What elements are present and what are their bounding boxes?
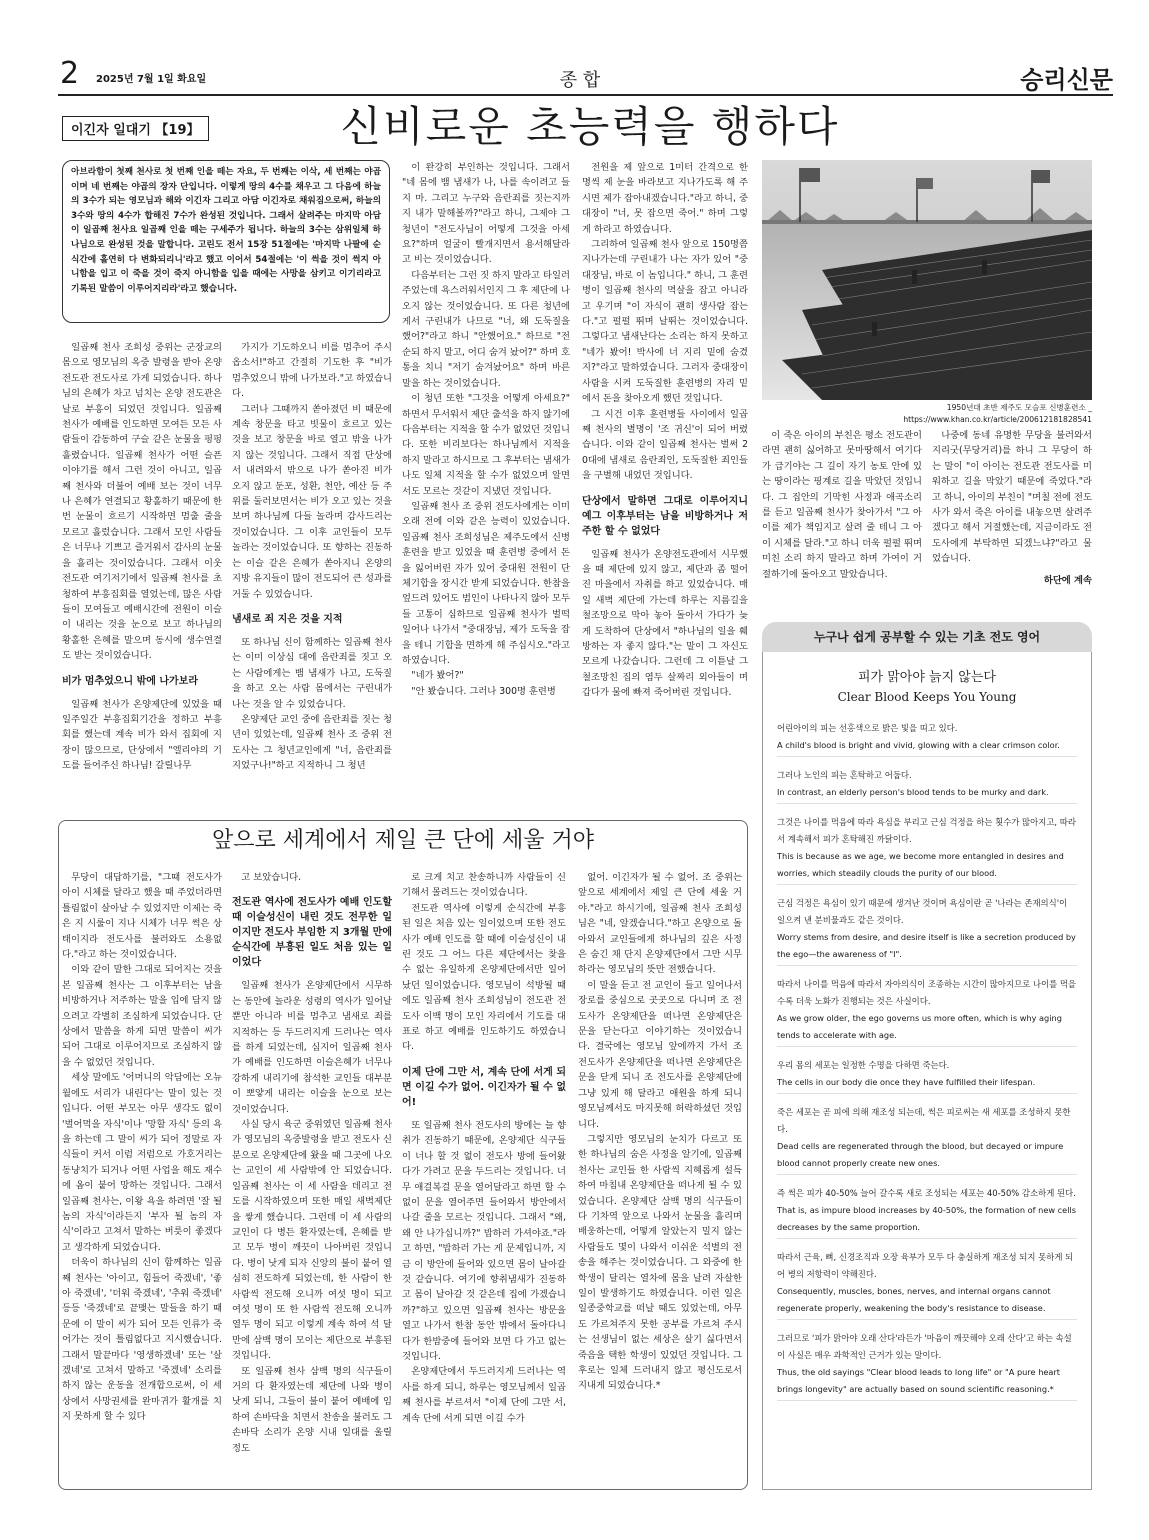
english-item-korean: 죽은 세포는 곧 피에 의해 재조성 되는데, 썩은 피로써는 새 세포를 조성하지 못한다. — [777, 1107, 1071, 1134]
newspaper-brand: 승리신문 — [1020, 66, 1113, 94]
photo-caption: 1950년대 초반 제주도 모슬포 신병훈련소 _ https://www.khan.co.kr/article/200612181828541 — [903, 403, 1092, 424]
paragraph: 무당이 대답하기를, "그때 전도사가 아이 시체를 달라고 했을 때 주었더라면 틀림없이 살아날 수 있었지만 이제는 죽은 지 시룰이 지나 시체가 너무 썩은 상태이지라 전도사를 불러와도 소용없다."라고 하는 것이었습니다. — [62, 872, 222, 961]
english-box — [762, 652, 1092, 1490]
paragraph: 더욱이 하나님의 신이 함께하는 일곱째 천사는 '아이고, 힘들어 죽겠네', '좋아 죽겠네', '더워 죽겠네', '추워 죽겠네' 등등 '죽겠네'로 끝맺는 말들을 하기 때문에 이 말이 씨가 되어 모든 인류가 죽어가는 것이 틀림없다고 지시했습니다. 그래서 말끝마다 '영생하겠네' 또는 '살겠네'로 고쳐서 말하고 '죽겠네' 소리를 하지 않는 운동을 전개합으로써, 이 세상에서 사망권세를 완마귀가 활개를 치지 못하게 할 수 있다 — [62, 1257, 222, 1423]
english-item-korean: 따라서 나이를 먹음에 따라서 자아의식이 조종하는 시간이 많아지므로 나이를 먹을수록 더욱 노화가 진행되는 것은 사실이다. — [777, 979, 1077, 1006]
subheading: 냄새로 죄 지은 것을 지적 — [232, 613, 343, 625]
paragraph: 또 일곱째 천사 삼백 명의 식구들이 거의 다 환자였는데 제단에 나와 병이 낫게 되니, 그들이 불이 붙어 예배에 임하여 손바닥을 치면서 찬송을 불러도 그 손바닥 소리가 온양 시내 일대를 울릴 정도 — [232, 1365, 392, 1454]
article2-headline: 앞으로 세계에서 제일 큰 단에 세울 거야 — [212, 828, 594, 853]
paragraph: 일곱째 천사가 온양제단에서 시무하는 동안에 놀라운 성령의 역사가 일어날 뿐만 아니라 비를 멈추고 냄새로 죄를 지적하는 등 두드러지게 드러나는 역사를 하게 되었는데, 심지어 일곱째 천사가 예배를 인도하면 이슬은혜가 너무나 강하게 내리기에 참석한 교인들 대부분이 뽀얗게 내리는 이슬을 눈으로 보는 것이었습니다. — [232, 980, 392, 1115]
intro-box — [62, 160, 390, 323]
paragraph: 일곱째 천사 조희성 중위는 군장교의 몸으로 영모님의 옥중 발령을 받아 온양 전도관 전도사로 가게 되었습니다. 하나님의 은혜가 차고 넘치는 온양 전도관은 날로 부흥이 되었던 것입니다. 일곱째 천사가 예배를 인도하면 모여든 모든 사람들이 감동하여 구슬 같은 눈물을 펑펑 흘렸습니다. 일곱째 천사가 어떤 슬픈 이야기를 해서 그런 것이 아니고, 일곱째 천사와 더불어 예배 보는 것이 너무나 은혜가 연결되고 황홀하기 때문에 한번 눈물이 흐르기 시작하면 멈출 줄을 모르고 흘렀습니다. 그래서 모인 사람들은 너무나 기쁘고 즐거워서 감사의 눈물을 흘리는 것이었습니다. 그래서 이웃 전도관 여기저기에서 일곱째 천사를 초청하여 부흥집회를 열었는데, 많은 사람들이 모여들고 예배시간에 전원이 이슬이 내리는 것을 눈으로 보고 하나님의 황홀한 은혜를 말으며 동시에 생수연결도 받는 것이었습니다. — [62, 342, 222, 662]
paragraph: 또 일곱째 천사 전도사의 방에는 늘 향취가 진동하기 때문에, 온양제단 식구들이 너나 할 것 없이 전도사 방에 들어왔다가 가려고 문을 두드리는 것입니다. 너무 애걸복걸 문을 열어달라고 하면 할 수 없이 문을 열어주면 들어와서 방안에서 나갈 줄을 모르는 것입니다. 그래서 "왜, 왜 안 나가십니까?" 밥하러 가셔야죠."라고 하면, "밥하러 가는 게 문제입니까, 지금 이 방안에 들어와 있으면 몸이 날아갈 것 같습니다. 여기에 향취냄새가 진동하고 몸이 날아갈 것 같은데 집에 가겠습니까?"하고 있으면 일곱째 천사는 방문을 열고 나가서 한참 동안 밖에서 돌아다니다가 한밤중에 들어와 보면 다 가고 없는 것입니다. — [402, 1119, 566, 1362]
english-item-english: Consequently, muscles, bones, nerves, and internal organs cannot regenerate properly, weakening the body's resistance to disease. — [777, 1286, 1051, 1313]
english-item — [777, 767, 1077, 804]
english-item — [777, 1057, 1077, 1094]
english-item-korean: 따라서 근육, 뼈, 신경조직과 오장 육부가 모두 다 충실하게 재조성 되지 못하게 되어 병의 저항력이 약해진다. — [777, 1252, 1074, 1279]
paragraph: 세상 말에도 '어머니의 악담에는 오뉴월에도 서리가 내린다'는 말이 있는 것입니다. 어떤 부모는 아무 생각도 없이 '벌어먹을 자식'이나 '망할 자식' 등의 욕을 하는데 그 말이 씨가 되어 정말로 자식들이 커서 이럼 저럼으로 가호거리는 동냥치가 되거나 어떤 사업을 해도 재수에 옴이 붙어 망하는 것입니다. 그래서 일곱째 천사는, 이왕 욕을 하려면 '잘 될 놈의 자식'이라든지 '부자 될 놈의 자식'이라고 고쳐서 말하는 버릇이 좋겠다고 생각하게 되었습니다. — [62, 1072, 222, 1253]
series-label: 이긴자 일대기 【19】 — [62, 116, 209, 141]
english-box-header-text: 누구나 쉽게 공부할 수 있는 기초 전도 영어 — [813, 630, 1041, 644]
paragraph: 그렇지만 영모님의 눈치가 다르고 또한 하나님의 숨은 사정을 알기에, 일곱째 천사는 교인들 한 사람씩 지혜롭게 설득하여 마침내 온양제단을 떠나게 될 수 있었습니다. 온양제단 삼백 명의 식구들이 다 기차역 앞으로 나와서 눈물을 흘리며 배웅하는데, 어떻게 알았는지 밀지 않는 사람들도 몇이 나와서 이쉬운 석별의 전송을 해주는 것이었습니다. 그 와중에 한 학생이 달리는 열차에 몸을 날려 자살한 일이 발생하기도 하였습니다. 이런 일은 일종중학교를 떠날 때도 있었는데, 아무도 가르쳐주지 못한 공부를 가르쳐 주시는 선생님이 없는 세상은 살기 싫다면서 죽음을 택한 학생이 있었던 것입니다. 그 후로는 일체 드러내지 않고 평신도로서 지내게 되었습니다.* — [578, 1133, 742, 1392]
article2-col4 — [578, 870, 742, 1482]
paragraph: 그리하여 일곱째 천사 앞으로 150명쯤 지나가는데 구린내가 나는 자가 있어 "중대장님, 바로 이 놈입니다." 하니, 그 훈련병이 일곱째 천사의 멱살을 잡고 아니라고 우기며 "이 자식이 괜히 생사람 잡는다."고 펄펄 뛰며 날뛰는 것이었습니다. 그렇다고 냄새난다는 소리는 하지 못하고 "네가 봤어! 박사에 너 지리 밑에 숨겼지?"라고 말하였습니다. 그러자 중대장이 사람을 시켜 도둑질한 훈련병의 자리 밑에서 돈을 찾아오게 했던 것입니다. — [582, 239, 748, 405]
subheading: 이제 단에 그만 서, 계속 단에 서게 되면 이길 수가 없어. 이긴자가 될 수 없어! — [402, 1066, 566, 1108]
english-item-english: Dead cells are regenerated through the blood, but decayed or impure blood cannot properly create new ones. — [777, 1141, 1064, 1168]
paragraph: 그 시건 이후 훈련병들 사이에서 일곱째 천사의 별명이 '조 귀신'이 되어 버렸습니다. 이와 같이 일곱째 천사는 벌써 20대에 냄새로 음란죄인, 도둑질한 죄인들을 구별해 내었던 것입니다. — [582, 408, 748, 482]
english-item — [777, 1330, 1077, 1401]
english-item-korean: 우리 몸의 세포는 일정한 수명을 다하면 죽는다. — [777, 1060, 950, 1070]
training-camp-image — [762, 160, 1092, 400]
english-item-english: As we grow older, the ego governs us more often, which is why aging tends to accelerate with age. — [777, 1013, 1062, 1040]
english-item-english: Worry stems from desire, and desire itself is like a secretion produced by the ego—the awareness of "I". — [777, 932, 1076, 959]
header-rule — [58, 94, 1113, 96]
paragraph: 일곱째 천사가 온양전도관에서 시무했을 때 제단에 있지 않고, 제단과 좀 떨어진 마을에서 자취를 하고 있었습니다. 매일 새벽 제단에 가는데 하루는 지름길을 철조망으로 막아 놓아 돌아서 가다가 늦게 도착하여 단상에서 "하나님의 일을 훼방하는 자 좋지 않다."는 말이 그 자신도 모르게 나갔습니다. 그런데 그 이튿날 그 철조망친 집의 염두 살짜리 외아들이 며 갑다가 물에 빠져 죽어버린 것입니다. — [582, 548, 748, 699]
english-item-english: That is, as impure blood increases by 40-50%, the formation of new cells decreases by the same proportion. — [777, 1205, 1077, 1232]
paragraph: 이와 같이 말한 그대로 되어지는 것을 본 일곱째 천사는 그 이후부터는 남을 비방하거나 저주하는 말을 입에 담지 않으려고 각별히 조심하게 되었습니다. 단상에서 말씀을 하게 되면 말씀이 씨가 되어 그대로 이루어지므로 조심하지 않을 수 없었던 것입니다. — [62, 964, 222, 1068]
english-item — [777, 895, 1077, 966]
english-item-list — [777, 720, 1077, 1401]
continued-note: 하단에 계속 — [1043, 574, 1092, 586]
paragraph: 이 청년 또한 "그것을 어떻게 아세요?" 하면서 무서워서 제단 출석을 하지 않기에 다음부터는 지적을 할 수가 없었던 것입니다. 또한 비리보다는 하나님께서 지적을 하지 말라고 하시므로 그 후부터는 냄새가 나도 일체 지적을 할 수가 없었으며 알면서도 모르는 것같이 지냈던 것입니다. — [402, 393, 570, 497]
paragraph: 없어. 이긴자가 될 수 없어. 조 중위는 앞으로 세계에서 제일 큰 단에 세울 거야."라고 하시기에, 일곱째 천사 조희성님은 "네, 알겠습니다."하고 온양으로 돌아와서 교인들에게 하나님의 깊은 사정은 숨긴 채 단지 온양제단에서 그만 시무하라는 영모님의 뜻만 전했습니다. — [578, 872, 742, 976]
english-item — [777, 1104, 1077, 1175]
subheading: 단상에서 말하면 그대로 이루어지니 예그 이후부터는 남을 비방하거나 저주한 할 수 없었다 — [582, 495, 748, 537]
english-item — [777, 720, 1077, 757]
english-item-english: The cells in our body die once they have fulfilled their lifespan. — [777, 1077, 1036, 1087]
english-item-korean: 그러므로 '피가 맑아야 오래 산다'라든가 '마음이 깨끗해야 오래 산다'고 하는 속설이 사실은 매우 과학적인 근거가 있는 말이다. — [777, 1333, 1072, 1360]
issue-date: 2025년 7월 1일 화요일 — [96, 74, 207, 85]
paragraph: 전도관 역사에 이렇게 순식간에 부흥된 일은 처음 있는 일이었으며 또한 전도사가 예배 인도를 할 때에 이슬성신이 내린 것도 그 어느 다른 제단에서는 찾을 수 없는 유일하게 온양제단에서만 일어났던 일이었습니다. 영모님이 석방될 때에도 일곱째 천사 조희성님이 전도관 전도사 이백 명이 모인 자리에서 기도를 대표로 하고 예배를 인도하기도 하였습니다. — [402, 902, 566, 1053]
page-number: 2 — [60, 56, 80, 91]
historical-photo — [762, 160, 1092, 400]
english-item-korean: 그것은 나이를 먹음에 따라 욕심을 부리고 근심 걱정을 하는 횟수가 많아지고, 따라서 계속해서 피가 혼탁해진 까닭이다. — [777, 817, 1076, 844]
paragraph: 로 크게 치고 찬송하니까 사람들이 신기해서 몰려드는 것이었습니다. — [402, 872, 566, 899]
paragraph: 온양제단 교인 중에 음란죄를 짓는 청년이 있었는데, 일곱째 천사 조 중위 전도사는 그 청년교인에게 "너, 음란죄를 지었구나!"하고 지적하니 그 청년 — [232, 713, 392, 772]
english-item-english: This is because as we age, we become more entangled in desires and worries, which steadily clouds the purity of our blood. — [777, 851, 1064, 878]
english-box-title-ko: 피가 맑아야 늙지 않는다 — [858, 670, 996, 685]
paragraph: 다음부터는 그런 짓 하지 말라고 타일러 주었는데 욕스러워서인지 그 후 제단에 나오지 않는 것이었습니다. 또 다른 청년에게서 구린내가 나므로 "너, 왜 도둑질을 했어?"라고 하니 "안했어요." 하므로 "전순되 하지 말고, 어디 숨겨 놨어?" 하며 호통을 치니 "저기 숨겨놨어요" 하며 바른 말을 하는 것이었습니다. — [402, 269, 570, 389]
article2-col2 — [232, 870, 392, 1482]
article1-col2 — [232, 340, 392, 820]
english-item-korean: 즉 썩은 피가 40-50% 늘어 갈수록 새로 조성되는 세포는 40-50% 감소하게 된다. — [777, 1188, 1076, 1198]
paragraph: 전원을 제 앞으로 1미터 간격으로 한 명씩 제 눈을 바라보고 지나가도록 해 주시면 제가 잡아내겠습니다."라고 하니, 중대장이 "너, 못 잡으면 죽어." 하며 그렇게 하라고 하였습니다. — [582, 162, 748, 235]
article1-col1 — [62, 340, 222, 820]
paragraph: 이 말을 듣고 전 교인이 들고 일어나서 장로를 중심으로 곳곳으로 다니며 조 전도사가 온양제단을 떠나면 온양제단은 문을 닫는다고 이야기하는 것이었습니다. 결국에는 영모님 앞에까지 가서 조 전도사가 온양제단을 떠나면 온양제단은 문을 닫게 되니 조 전도사를 온양제단에 그냥 있게 해 달라고 애원을 하게 되니 영모님께서도 마지못해 허락하셨던 것입니다. — [578, 979, 742, 1130]
paragraph: "안 봤습니다. 그러나 300명 훈련병 — [411, 685, 556, 697]
subheading: 비가 멈추었으니 밖에 나가보라 — [62, 675, 199, 687]
article1-col3 — [402, 160, 570, 820]
paragraph: 가지가 기도하오니 비를 멈추어 주시옵소서!"하고 간절히 기도한 후 "비가 멈추었으니 밖에 나가보라."고 하였습니다. — [232, 342, 392, 400]
paragraph: 그러나 그때까지 쏟아졌던 비 때문에 계속 창문을 타고 빗물이 흐르고 있는 것을 보고 창문을 바로 열고 밖을 나가지 않는 것입니다. 그래서 직접 단상에서 내려와서 밖으로 나가 쏟아진 비가 오지 않고 둔포, 성환, 천안, 예산 등 주위를 둘러보면서는 비가 오고 있는 것을 보며 하나님께 다들 놀라며 감사드리는 것이었습니다. 그 이후 교인들이 모두 놀라는 것이었습니다. 또 향하는 진동하는 이슬 같은 은혜가 쏟아지니 온양의 지방 유지들이 많이 전도되어 큰 성과를 거둘 수 있었습니다. — [232, 403, 392, 600]
english-item — [777, 1185, 1077, 1239]
article2-col3 — [402, 870, 566, 1482]
paragraph: 온양제단에서 두드러지게 드러나는 역사를 하게 되니, 하루는 영모님께서 일곱째 천사를 부르셔서 "이제 단에 그만 서, 계속 단에 서게 되면 이길 수가 — [402, 1366, 566, 1424]
headline: 신비로운 초능력을 행하다 — [340, 102, 840, 151]
english-item — [777, 1249, 1077, 1320]
english-item — [777, 814, 1077, 885]
intro-text: 아브라함이 첫째 천사로 첫 번째 인을 떼는 자요, 두 번째는 이삭, 세 번째는 야곱이며 네 번째는 야곱의 장자 단입니다. 이렇게 땅의 4수를 채우고 그 다음에 하늘의 3수가 되는 영모님과 해와 이긴자 그리고 아담 이긴자로 채워짐으로써, 하늘의 3수와 땅의 4수가 합해진 7수가 완성된 것입니다. 그래서 살려주는 마지막 아담이 일곱째 천사요 일곱째 인을 떼는 구세주가 됩니다. 하늘의 3수는 삼위일체 하나님으로 완성된 것을 말합니다. 고린도 전서 15장 51절에는 '마지막 나팔에 순식간에 홀연히 다 변화되리니'라고 했고 이어서 54절에는 '이 썩을 것이 썩지 아니함을 입고 이 죽을 것이 죽지 아니함을 입을 때에는 사망을 삼키고 이기리라고 기록된 말씀이 이루어지리라'라고 했습니다. — [71, 167, 381, 294]
paragraph: 이 완강히 부인하는 것입니다. 그래서 "네 몸에 뱀 냄새가 나, 나를 속이려고 들지 마. 그리고 누구와 음란죄를 짓는지까지 내가 말해볼까?"라고 하니, 그제야 그 청년이 "전도사님이 어떻게 그것을 아세요?"하며 얼굴이 빨개지면서 용서해달라고 비는 것이었습니다. — [402, 162, 570, 266]
english-item-english: Thus, the old sayings "Clear blood leads to long life" or "A pure heart brings longevity" are actually based on sound scientific reasoning.* — [777, 1367, 1061, 1394]
paragraph: 고 보았습니다. — [241, 872, 302, 883]
paragraph: 일곱째 천사 조 중위 전도사에게는 이미 오래 전에 이와 같은 능력이 있었습니다. 일곱째 천사 조희성님은 제주도에서 신병훈련을 받고 있었을 때 훈련병 중에서 돈을 잃어버린 자가 있어 중대원 전원이 단체기합을 장시간 받게 되었습니다. 한참을 엎드려 있어도 범인이 나타나지 않아 모두들 고통이 심하므로 일곱째 천사가 벌떡 일어나 나가서 "중대장님, 제가 도둑을 잡을 테니 기합을 면하게 해 주십시오."라고 하였습니다. — [402, 500, 570, 666]
paragraph: 일곱째 천사가 온양제단에 있었을 때 일주일간 부흥집회기간을 정하고 부흥회를 했는데 계속 비가 와서 집회에 지장이 많으므로, 단상에서 "엘리야의 기도를 들어주신 하나님! 갈릴나무 — [62, 698, 222, 772]
article1-col5 — [762, 428, 922, 608]
paragraph: 나중에 동네 유명한 무당을 불러와서 지리굿(무당거리)를 하니 그 무당이 하는 말이 "이 아이는 전도관 전도사를 미워하고 길을 막았기 때문에 죽었다."라고 하니, 아이의 부친이 "며칠 전에 전도사가 와서 죽은 아이를 내놓으면 살려주겠다고 해서 거절했는데, 지금이라도 전도사에게 부탁하면 되겠느냐?"라고 물었습니다. — [932, 430, 1092, 565]
english-box-header — [762, 622, 1092, 652]
paragraph: 이 죽은 아이의 부친은 평소 전도관이라면 괜히 싫어하고 못마땅해서 여기다가 급기야는 그 길이 자기 농토 안에 있는 땅이라는 핑계로 길을 막았던 것입니다. 그 집안의 기막힌 사정과 애곡소리를 듣고 일곱째 천사가 찾아가서 "그 아이를 제가 책임지고 살려 줄 테니 그 아이 시체를 달라."고 하니 더욱 펄펄 뛰며 미친 소리 하지 말라고 하며 가여이 거절하기에 돌아오고 말았습니다. — [762, 430, 922, 580]
section-name: 종 합 — [559, 70, 601, 91]
english-item-korean: 근심 걱정은 욕심이 있기 때문에 생겨난 것이며 욕심이란 곧 '나라는 존재의식'이 일으켜 낸 분비물과도 같은 것이다. — [777, 898, 1068, 925]
english-item-korean: 어린아이의 피는 선홍색으로 밝은 빛을 띠고 있다. — [777, 723, 958, 733]
english-box-title-en: Clear Blood Keeps You Young — [837, 690, 1017, 704]
english-item — [777, 976, 1077, 1047]
paragraph: "네가 봤어?" — [411, 670, 464, 682]
subheading: 전도관 역사에 전도사가 예배 인도할 때 이슬성신이 내린 것도 전무한 일이지만 전도사 부임한 지 3개월 만에 순식간에 부흥된 일도 처음 있는 일이었다 — [232, 897, 392, 969]
paragraph: 사실 당시 육군 중위였던 일곱째 천사가 영모님의 옥중발령을 받고 전도사 신분으로 온양제단에 왔을 때 그곳에 나오는 교인이 세 사람밖에 안 되었습니다. 일곱째 천사는 이 세 사람을 데리고 전도를 시작하였으며 또한 매일 새벽제단을 쌓게 했습니다. 그런데 이 세 사람의 교인이 다 병든 환자였는데, 은혜를 받고 모두 병이 깨끗이 나아버린 것입니다. 병이 낫게 되자 신앙의 불이 붙어 열심히 전도하게 되었는데, 한 사람이 한 사람씩 전도해 오니까 여섯 명이 되고 여섯 명이 또 한 사람씩 전도해 오니까 열두 명이 되고 이렇게 계속 하여 석 달 만에 삼백 명이 모이는 제단으로 부흥된 것입니다. — [232, 1119, 392, 1362]
article1-col4 — [582, 160, 748, 820]
article2-col1 — [62, 870, 222, 1482]
english-item-english: A child's blood is bright and vivid, glowing with a clear crimson color. — [777, 740, 1060, 750]
article1-col6 — [932, 428, 1092, 608]
paragraph: 또 하나님 신이 함께하는 일곱째 천사는 이미 이상심 대에 음란죄를 짓고 오는 사람에게는 뱀 냄새가 나고, 도둑질을 하고 오는 사람 몸에서는 구린내가 나는 것을 알 수 있었습니다. — [232, 636, 392, 710]
english-item-english: In contrast, an elderly person's blood tends to be murky and dark. — [777, 787, 1049, 797]
english-item-korean: 그러나 노인의 피는 혼탁하고 어둡다. — [777, 770, 912, 780]
